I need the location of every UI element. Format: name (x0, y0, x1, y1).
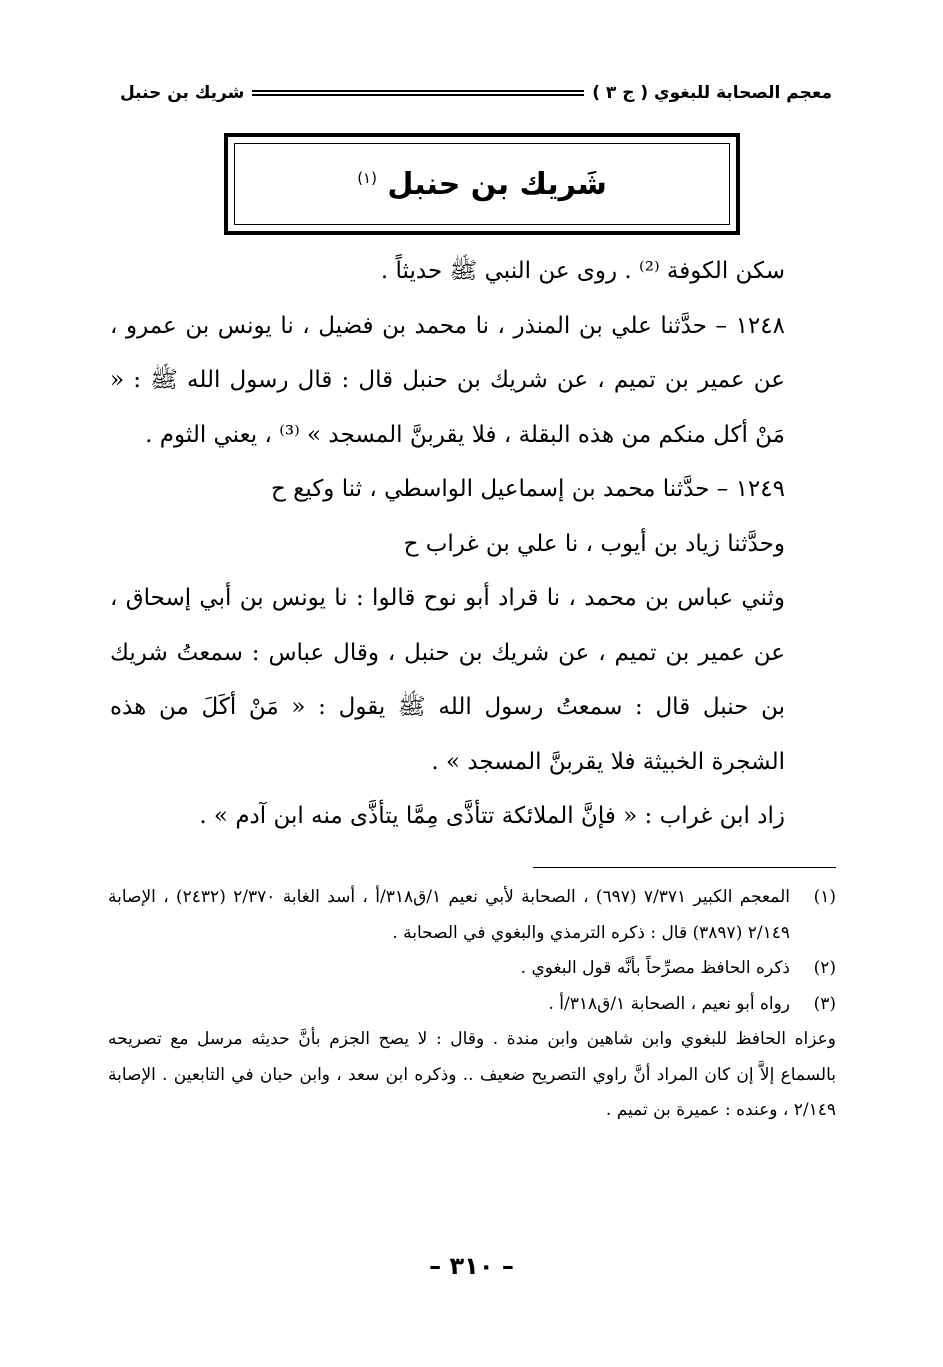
body-text (110, 244, 835, 844)
footnotes (108, 880, 836, 1129)
entry-title (357, 167, 607, 202)
paragraph-hadith-1248: ١٢٤٨ – حدَّثنا علي بن المنذر ، نا محمد بن فضيل ، نا يونس بن عمرو ، عن عمير بن تميم ، عن شريك بن حنبل قال : قال رسول الله ﷺ : « مَنْ أكل منكم من هذه البقلة ، فلا يقربنَّ المسجد » ⁽³⁾ ، يعني الثوم . (110, 312, 785, 448)
paragraph-chain-3: وثني عباس بن محمد ، نا قراد أبو نوح قالوا : نا يونس بن أبي إسحاق ، عن عمير بن تميم ، عن شريك بن حنبل ، وقال عباس : سمعتُ شريك بن حنبل قال : سمعتُ رسول الله ﷺ يقول : « مَنْ أكَلَ من هذه الشجرة الخبيثة فلا يقربنَّ المسجد » . (110, 585, 785, 775)
footnote-text: المعجم الكبير ٧/٣٧١ (٦٩٧) ، الصحابة لأبي نعيم ١/ق٣١٨/أ ، أسد الغابة ٢/٣٧٠ (٢٤٣٢) ، الإصابة ٢/١٤٩ (٣٨٩٧) قال : ذكره الترمذي والبغوي في الصحابة . (108, 887, 790, 943)
footnote-continuation-text: وعزاه الحافظ للبغوي وابن شاهين وابن مندة . وقال : لا يصح الجزم بأنَّ حديثه مرسل مع تصريحه بالسماع إلاَّ إن كان المراد أنَّ راوي التصريح ضعيف .. وذكره ابن سعد ، وابن حبان في التابعين . الإصابة ٢/١٤٩ ، وعنده : عميرة بن تميم . (108, 1029, 836, 1120)
footnote-separator (533, 867, 836, 868)
paragraph-intro: سكن الكوفة ⁽²⁾ . روى عن النبي ﷺ حديثاً . (380, 258, 785, 284)
footnote-number: (٣) (813, 993, 836, 1014)
footnote-3 (108, 987, 836, 1023)
footnote-3-continuation (108, 1022, 836, 1129)
footnote-text: ذكره الحافظ مصرِّحاً بأنَّه قول البغوي . (520, 958, 790, 978)
entry-title-box (224, 133, 740, 235)
header-book-title: معجم الصحابة للبغوي ( ج ٣ ) (592, 83, 832, 103)
footnote-number: (٢) (813, 958, 836, 978)
paragraph-addition: زاد ابن غراب : « فإنَّ الملائكة تتأذَّى مِمَّا يتأذَّى منه ابن آدم » . (199, 803, 785, 829)
footnote-2 (108, 951, 836, 987)
footnote-text: رواه أبو نعيم ، الصحابة ١/ق٣١٨/أ . (548, 993, 790, 1014)
paragraph-hadith-1249: ١٢٤٩ – حدَّثنا محمد بن إسماعيل الواسطي ، ثنا وكيع ح (270, 476, 785, 502)
paragraph-chain-2: وحدَّثنا زياد بن أيوب ، نا علي بن غراب ح (403, 530, 785, 557)
header-rule (252, 90, 584, 96)
entry-title-text: شَريك بن حنبل (387, 166, 607, 202)
footnote-1 (108, 880, 836, 951)
page-number: – ٣١٠ – (429, 1252, 514, 1280)
footnote-number: (١) (813, 887, 836, 907)
entry-title-note-ref: (١) (357, 168, 377, 187)
header-entry-name: شريك بن حنبل (120, 83, 245, 103)
running-header (120, 78, 832, 108)
